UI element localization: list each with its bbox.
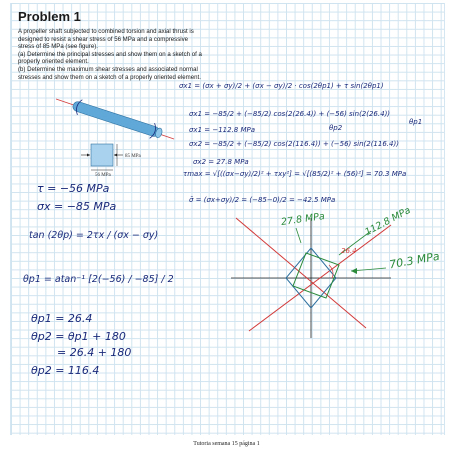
theta-p1-note: θp1 [409, 118, 423, 126]
problem-part-a: (a) Determine the principal stresses and show them on a sketch of a properly oriented element. [18, 50, 202, 66]
tau-max-equation: τmax = √[((σx−σy)/2)² + τxy²] = √[(85/2)² + (56)²] = 70.3 MPa [183, 170, 407, 178]
theta-p1-equation: θp1 = atan⁻¹ [2(−56) / −85] / 2 [23, 274, 174, 285]
figure-label-side: 85 MPa [125, 154, 141, 159]
given-sigma-x: σx = −85 MPa [37, 200, 117, 213]
stress-element-figure [73, 138, 173, 178]
page-footer: Tutoria semana 15 página 1 [193, 441, 260, 447]
theta-p2-note: θp2 [329, 124, 343, 132]
theta-p2-result: θp2 = 116.4 [31, 364, 100, 377]
sigma-x2-result: σx2 = 27.8 MPa [193, 158, 249, 166]
page-title: Problem 1 [18, 9, 81, 24]
problem-statement [18, 28, 205, 81]
figure-label-bottom: 56 MPa [95, 173, 111, 178]
sketch-angle-26-4: 26.4 [341, 247, 357, 255]
sigma-x1-substitution: σx1 = −85/2 + (−85/2) cos(2(26.4)) + (−56) sin(2(26.4)) [189, 110, 391, 118]
stress-transform-formula: σx1 = (σx + σy)/2 + (σx − σy)/2 · cos(2θp1) + τ sin(2θp1) [179, 82, 384, 90]
tan-equation: tan (2θp) = 2τx / (σx − σy) [29, 230, 159, 241]
theta-p1-result: θp1 = 26.4 [31, 312, 93, 325]
sigma-average-equation: σ̄ = (σx+σy)/2 = (−85−0)/2 = −42.5 MPa [189, 196, 336, 204]
theta-p2-sum: = 26.4 + 180 [57, 346, 132, 359]
problem-part-b: (b) Determine the maximum shear stresses and associated normal stresses and show them on a sketch of a properly oriented element. [18, 65, 201, 81]
theta-p2-equation: θp2 = θp1 + 180 [31, 330, 126, 343]
sigma-x2-substitution: σx2 = −85/2 + (−85/2) cos(2(116.4)) + (−56) sin(2(116.4)) [189, 140, 399, 148]
sigma-x1-result: σx1 = −112.8 MPa [189, 126, 256, 134]
sketch-label-70-3: 70.3 MPa [388, 249, 441, 272]
given-tau: τ = −56 MPa [37, 182, 110, 195]
sketch-label-112-8: 112.8 MPa [363, 204, 413, 239]
problem-paragraph: A propeller shaft subjected to combined torsion and axial thrust is designed to resist a shear stress of 56 MPa and a compressive stress of 85 MPa (see figure). [18, 28, 194, 51]
oriented-element-sketch [211, 210, 446, 343]
notebook-page [10, 3, 445, 435]
sketch-label-27-8: 27.8 MPa [280, 210, 326, 229]
